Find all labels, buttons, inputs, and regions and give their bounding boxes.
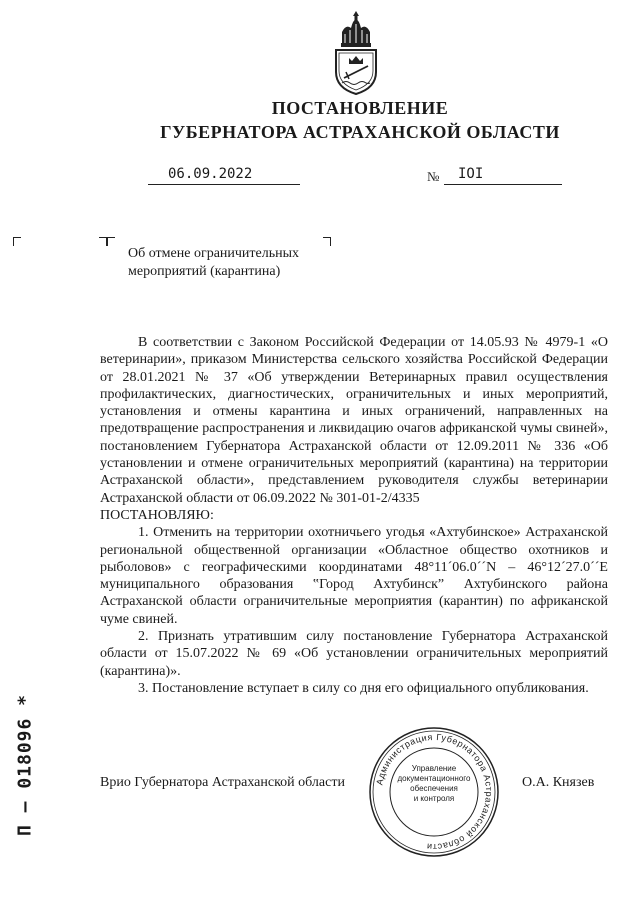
serial-text: П – 018096 * [14,693,36,837]
issuer-title: ГУБЕРНАТОРА АСТРАХАНСКОЙ ОБЛАСТИ [160,122,560,142]
signatory-name: О.А. Князев [522,775,595,790]
document-type-title: ПОСТАНОВЛЕНИЕ [271,98,449,118]
clause-3: 3. Постановление вступает в силу со дня его официального опубликования. [138,680,589,696]
subject-corner-mark [107,237,115,246]
stamp-center-line: обеспечения [410,784,458,793]
stamp-center-line: документационного [397,774,471,783]
address-corner-mark [13,237,21,246]
coat-of-arms-emblem [322,10,390,96]
stamp-ring-text: Администрация Губернатора Астраханской области [374,731,495,853]
stamp-center-line: и контроля [413,794,455,803]
document-number: IOI [458,166,484,182]
preamble-paragraph: В соответствии с Законом Российской Федерации от 14.05.93 № 4979-1 «О ветеринарии», приказом Министерства сельского хозяйства Российской Федерации от 28.01.2021 № 37 «Об утверждении Ветеринарных правил осуществления профилактических, диагностических, ограничительных и иных мероприятий, установления и отмены карантина и иных ограничений, направленных на предотвращение распространения и ликвидацию очагов африканской чумы свиней», постановлением Губернатора Астраханской области от 12.09.2011 № 336 «Об установлении и отмене ограничительных мероприятий (карантина) на территории Астраханской области», представлением руководителя службы ветеринарии Астраханской области от 06.09.2022 № 301-01-2/4335 [100,335,608,506]
resolve-heading: ПОСТАНОВЛЯЮ: [100,507,214,523]
number-sign: № [427,169,440,184]
address-corner-mark [99,237,107,246]
clause-2: 2. Признать утратившим силу постановление Губернатора Астраханской области от 15.07.2022 № 69 «Об установлении ограничительных мероприятий (карантина)». [100,629,608,679]
date-underline [148,184,300,185]
number-underline [444,184,562,185]
document-body [100,334,608,697]
form-serial-number [10,695,40,835]
document-subject: Об отмене ограничительных мероприятий (карантина) [128,246,300,279]
stamp-center-line: Управление [411,764,457,773]
stamp-center-text [392,764,476,804]
document-date: 06.09.2022 [168,166,253,182]
clause-1: 1. Отменить на территории охотничьего угодья «Ахтубинское» Астраханской региональной общественной организации «Областное общество охотников и рыболовов» с географическими координатами 48°11´06.0´´N – 46°12´27.0´´E муниципального образования ‟Город Ахтубинск” Ахтубинского района Астраханской области ограничительные мероприятия (карантин) по африканской чуме свиней. [100,525,608,627]
signatory-position: Врио Губернатора Астраханской области [100,775,345,790]
